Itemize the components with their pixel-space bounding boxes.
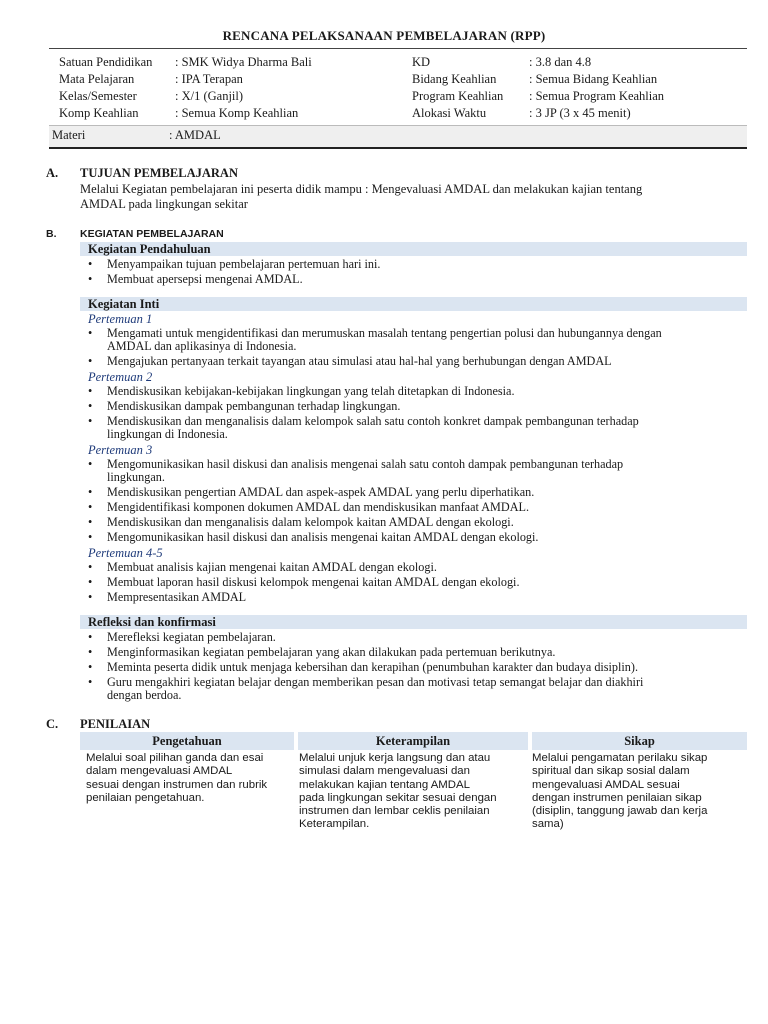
kegiatan-inti-band: [80, 297, 747, 311]
bullet-item: [88, 327, 743, 354]
bullet-text: Mengidentifikasi komponen dokumen AMDAL dan mendiskusikan manfaat AMDAL.: [107, 500, 529, 515]
cell-line: dengan instrumen penilaian sikap: [532, 791, 702, 804]
bullet-text: Mendiskusikan dan menganalisis dalam kelompok salah satu contoh konkret dampak pembangunan terhadap: [107, 413, 639, 428]
bullet-icon: •: [88, 272, 93, 286]
cell-keterampilan: [299, 752, 527, 832]
cell-line: melakukan kajian tentang AMDAL: [299, 778, 470, 791]
label-mata-pelajaran: Mata Pelajaran: [59, 72, 135, 86]
identity-table: [49, 48, 747, 148]
bullet-item: [88, 258, 743, 272]
bullet-text: Menginformasikan kegiatan pembelajaran yang akan dilakukan pada pertemuan berikutnya.: [107, 644, 556, 659]
bullet-text: Merefleksi kegiatan pembelajaran.: [107, 629, 276, 644]
cell-line: Melalui pengamatan perilaku sikap: [532, 752, 708, 764]
cell-sikap: [532, 752, 746, 832]
label-materi: Materi: [52, 128, 86, 142]
bullet-text: Mendiskusikan kebijakan-kebijakan lingkungan yang telah ditetapkan di Indonesia.: [107, 383, 515, 398]
bullet-icon: •: [88, 574, 93, 589]
cell-line: penilaian pengetahuan.: [86, 791, 205, 804]
bullet-icon: •: [88, 674, 93, 689]
label-kelas-semester: Kelas/Semester: [59, 89, 137, 103]
bullet-item: [88, 415, 743, 442]
bullet-text: Mengamati untuk mengidentifikasi dan merumuskan masalah tentang pengertian polusi dan hubungannya dengan: [107, 325, 662, 340]
value-bidang-keahlian: : Semua Bidang Keahlian: [529, 72, 658, 86]
cell-pengetahuan: [86, 752, 292, 805]
bullet-item: [88, 646, 743, 660]
label-kd: KD: [412, 55, 431, 69]
bullet-icon: •: [88, 644, 93, 659]
bullet-icon: •: [88, 325, 93, 340]
kegiatan-pendahuluan-title: Kegiatan Pendahuluan: [88, 242, 211, 256]
meeting-label: Pertemuan 1: [88, 312, 153, 326]
bullet-text: Guru mengakhiri kegiatan belajar dengan memberikan pesan dan motivasi tetap semangat belajar dan diakhiri: [107, 674, 644, 689]
bullet-icon: •: [88, 530, 93, 545]
table-bottom-rule: [49, 147, 747, 149]
meeting-label: Pertemuan 2: [88, 370, 153, 385]
cell-line: Melalui soal pilihan ganda dan esai: [86, 752, 264, 764]
bullet-item: [88, 385, 743, 399]
bullet-text: lingkungan di Indonesia.: [107, 427, 228, 442]
cell-line: sama): [532, 818, 564, 831]
cell-line: dalam mengevaluasi AMDAL: [86, 765, 233, 778]
materi-row: [49, 125, 747, 148]
tujuan-line-1: Melalui Kegiatan pembelajaran ini peserta didik mampu : Mengevaluasi AMDAL dan melakukan kajian tentang: [80, 182, 643, 196]
bullet-text: Mengomunikasikan hasil diskusi dan analisis mengenai salah satu contoh dampak pembangunan terhadap: [107, 456, 624, 471]
bullet-text: Membuat apersepsi mengenai AMDAL.: [107, 272, 303, 286]
bullet-item: [88, 486, 743, 500]
cell-line: sesuai dengan instrumen dan rubrik: [86, 778, 268, 791]
bullet-text: dengan berdoa.: [107, 688, 182, 703]
section-a-title: TUJUAN PEMBELAJARAN: [80, 166, 238, 180]
bullet-icon: •: [88, 659, 93, 674]
bullet-icon: •: [88, 500, 93, 515]
label-bidang-keahlian: Bidang Keahlian: [412, 72, 497, 86]
col-header-sikap: Sikap: [532, 732, 747, 750]
bullet-item: [88, 400, 743, 414]
cell-line: pada lingkungan sekitar sesuai dengan: [299, 791, 497, 804]
refleksi-konfirmasi-title: Refleksi dan konfirmasi: [88, 614, 216, 629]
value-komp-keahlian: : Semua Komp Keahlian: [175, 106, 299, 120]
bullet-icon: •: [88, 629, 93, 644]
value-kelas-semester: : X/1 (Ganjil): [175, 89, 244, 103]
bullet-icon: •: [88, 485, 93, 500]
bullet-item: [88, 576, 743, 590]
cell-line: simulasi dalam mengevaluasi dan: [299, 765, 470, 778]
bullet-item: [88, 631, 743, 645]
bullet-text: Mendiskusikan dampak pembangunan terhadap lingkungan.: [107, 398, 401, 413]
bullet-icon: •: [88, 515, 93, 530]
bullet-icon: •: [88, 589, 93, 604]
section-b-title: KEGIATAN PEMBELAJARAN: [80, 228, 224, 240]
bullet-text: Mengomunikasikan hasil diskusi dan analisis mengenai kaitan AMDAL dengan ekologi.: [107, 530, 539, 545]
cell-line: mengevaluasi AMDAL sesuai: [532, 778, 680, 791]
bullet-icon: •: [88, 354, 93, 369]
section-a-letter: A.: [46, 166, 59, 180]
bullet-text: AMDAL dan aplikasinya di Indonesia.: [107, 339, 297, 353]
value-mata-pelajaran: : IPA Terapan: [175, 72, 243, 86]
label-program-keahlian: Program Keahlian: [412, 89, 504, 103]
bullet-icon: •: [88, 257, 93, 271]
label-komp-keahlian: Komp Keahlian: [59, 106, 139, 120]
bullet-item: [88, 561, 743, 575]
value-alokasi-waktu: : 3 JP (3 x 45 menit): [529, 106, 631, 120]
bullet-text: Mempresentasikan AMDAL: [107, 589, 247, 604]
bullet-text: Mengajukan pertanyaan terkait tayangan atau simulasi atau hal-hal yang berhubungan dengan AMDAL: [107, 354, 612, 369]
col-header-pengetahuan: Pengetahuan: [80, 732, 294, 750]
bullet-text: Membuat analisis kajian mengenai kaitan AMDAL dengan ekologi.: [107, 559, 437, 574]
col-header-keterampilan: Keterampilan: [298, 732, 528, 750]
bullet-item: [88, 676, 743, 703]
bullet-item: [88, 501, 743, 515]
value-program-keahlian: : Semua Program Keahlian: [529, 89, 665, 103]
bullet-icon: •: [88, 383, 93, 398]
bullet-text: Membuat laporan hasil diskusi kelompok mengenai kaitan AMDAL dengan ekologi.: [107, 574, 520, 589]
bullet-item: [88, 458, 743, 485]
cell-line: (disiplin, tanggung jawab dan kerja: [532, 805, 708, 818]
bullet-icon: •: [88, 559, 93, 574]
bullet-item: [88, 591, 743, 605]
bullet-text: Mendiskusikan pengertian AMDAL dan aspek-aspek AMDAL yang perlu diperhatikan.: [107, 485, 535, 500]
value-satuan-pendidikan: : SMK Widya Dharma Bali: [175, 55, 312, 69]
label-alokasi-waktu: Alokasi Waktu: [412, 106, 487, 120]
meeting-label: Pertemuan 3: [88, 443, 153, 458]
bullet-icon: •: [88, 398, 93, 413]
cell-line: Melalui unjuk kerja langsung dan atau: [299, 752, 491, 764]
section-c-letter: C.: [46, 717, 59, 731]
bullet-text: Mendiskusikan dan menganalisis dalam kelompok kaitan AMDAL dengan ekologi.: [107, 515, 514, 530]
bullet-item: [88, 355, 743, 369]
section-c-title: PENILAIAN: [80, 717, 151, 731]
section-b-letter: B.: [46, 228, 57, 240]
tujuan-line-2: AMDAL pada lingkungan sekitar: [80, 197, 248, 211]
label-satuan-pendidikan: Satuan Pendidikan: [59, 55, 153, 69]
kegiatan-inti-title: Kegiatan Inti: [88, 297, 160, 311]
cell-line: instrumen dan lembar ceklis penilaian: [299, 805, 490, 818]
bullet-text: Menyampaikan tujuan pembelajaran pertemuan hari ini.: [107, 257, 381, 271]
table-top-rule: [49, 48, 747, 49]
bullet-item: [88, 273, 743, 287]
cell-line: spiritual dan sikap sosial dalam: [532, 765, 690, 778]
bullet-icon: •: [88, 413, 93, 428]
bullet-text: Meminta peserta didik untuk menjaga kebersihan dan kerapihan (penumbuhan karakter dan budaya disiplin).: [107, 659, 639, 674]
document-title: RENCANA PELAKSANAAN PEMBELAJARAN (RPP): [222, 28, 546, 43]
meeting-label: Pertemuan 4-5: [88, 546, 163, 561]
value-materi: : AMDAL: [169, 128, 221, 142]
bullet-item: [88, 531, 743, 545]
bullet-item: [88, 516, 743, 530]
bullet-icon: •: [88, 456, 93, 471]
bullet-item: [88, 661, 743, 675]
cell-line: Keterampilan.: [299, 818, 370, 831]
bullet-text: lingkungan.: [107, 470, 165, 485]
value-kd: : 3.8 dan 4.8: [529, 55, 592, 69]
